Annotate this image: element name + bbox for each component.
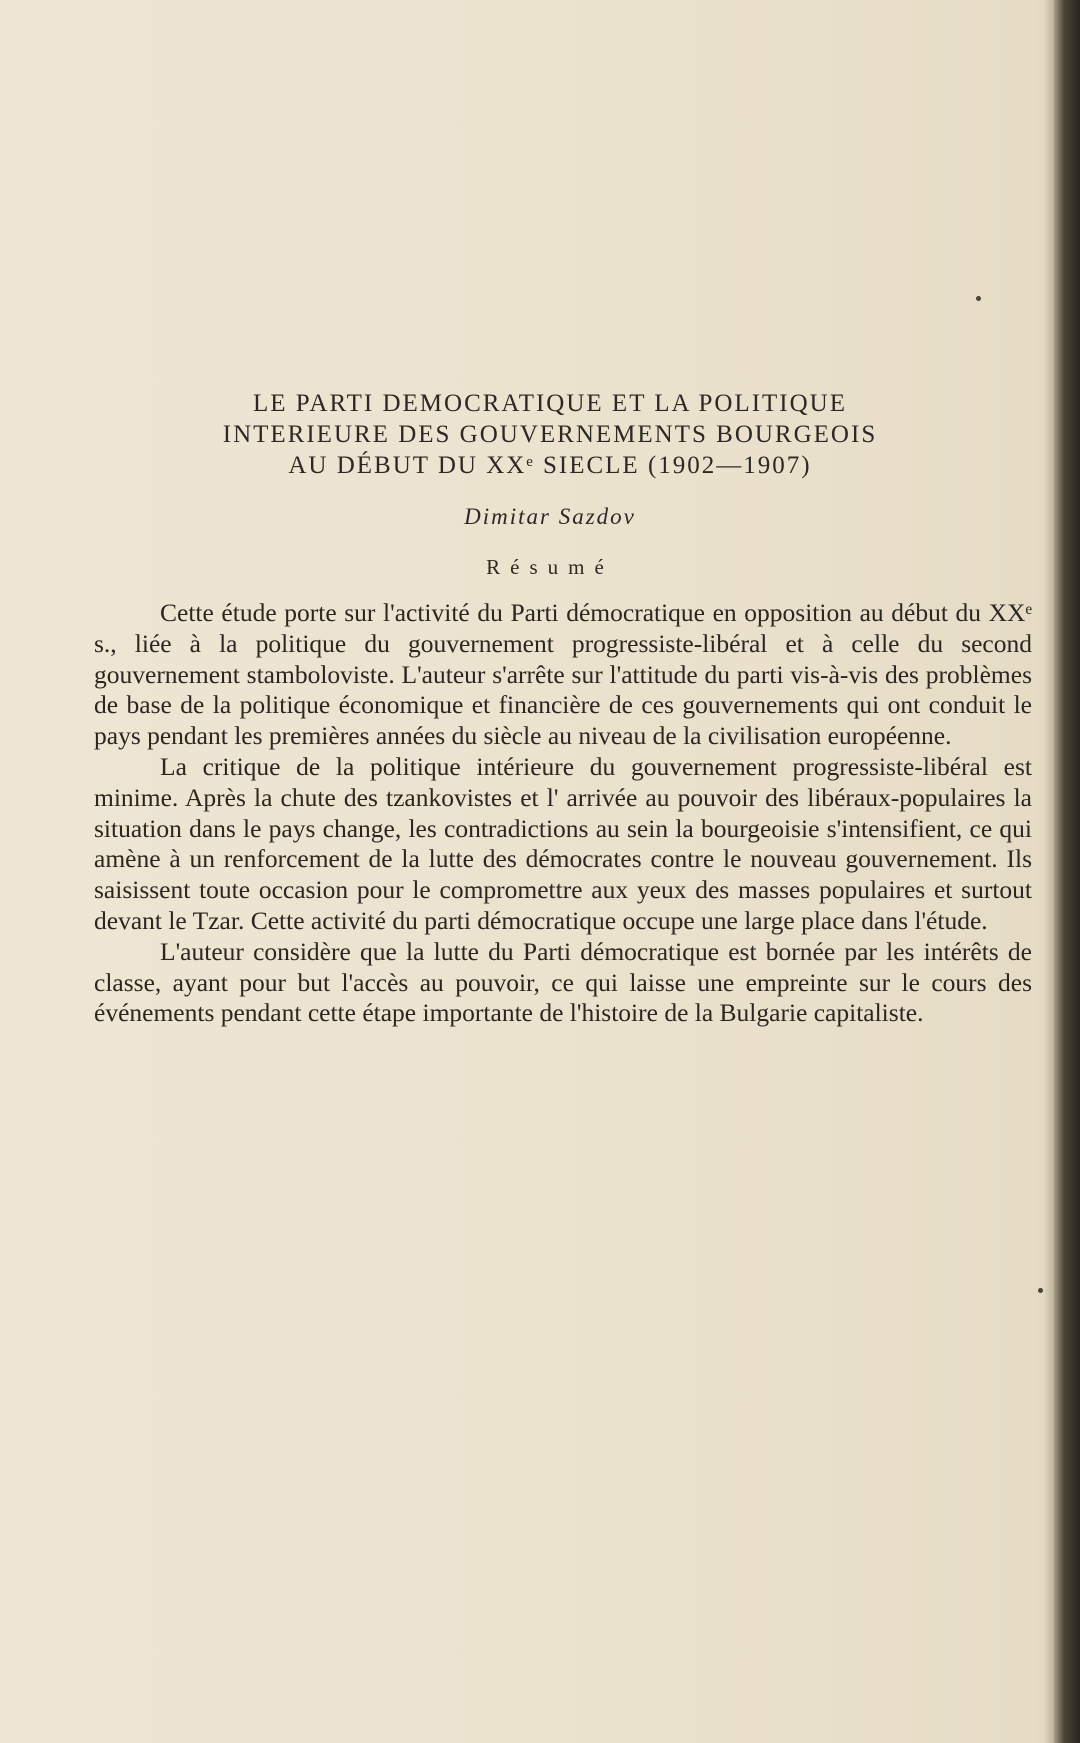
paper-speck [976,296,981,301]
article-title [150,388,950,481]
paragraph-3: L'auteur considère que la lutte du Parti démocratique est bornée par les intérêts de classe, ayant pour but l'accès au pouvoir, ce qui laisse une empreinte sur le cours des événements pendant cette étape importante de l'histoire de la Bulgarie capitaliste. [94,936,1032,1028]
paragraph-2: La critique de la politique intérieure du gouvernement progressiste-libéral est minime. Après la chute des tzankovistes et l' arrivée au pouvoir des libéraux-populaires la situation dans le pays change, les contradictions au sein la bourgeoisie s'intensifient, ce qui amène à un renforcement de la lutte des démocrates contre le nouveau gouvernement. Ils saisissent toute occasion pour le compromettre aux yeux des masses populaires et surtout devant le Tzar. Cette activité du parti démocratique occupe une large place dans l'étude. [94,751,1032,935]
author-name: Dimitar Sazdov [464,504,636,529]
resume-heading: Résumé [486,555,614,579]
page-edge-shadow [1044,0,1054,1743]
title-line-2: INTERIEURE DES GOUVERNEMENTS BOURGEOIS [222,421,878,448]
paper-speck [1038,1288,1043,1293]
title-line-1: LE PARTI DEMOCRATIQUE ET LA POLITIQUE [252,390,847,417]
paragraph-1: Cette étude porte sur l'activité du Parti démocratique en opposition au début du XXᵉ s., liée à la politique du gouvernement progressiste-libéral et à celle du second gouvernement stamboloviste. L'auteur s'arrête sur l'attitude du parti vis-à-vis des problèmes de base de la politique économique et financière de ces gouvernements qui ont conduit le pays pendant les premières années du siècle au niveau de la civilisation européenne. [94,598,1032,751]
title-line-3: AU DÉBUT DU XXᵉ SIECLE (1902—1907) [288,452,812,479]
resume-body [94,598,1032,1029]
book-binding-edge [1054,0,1080,1743]
